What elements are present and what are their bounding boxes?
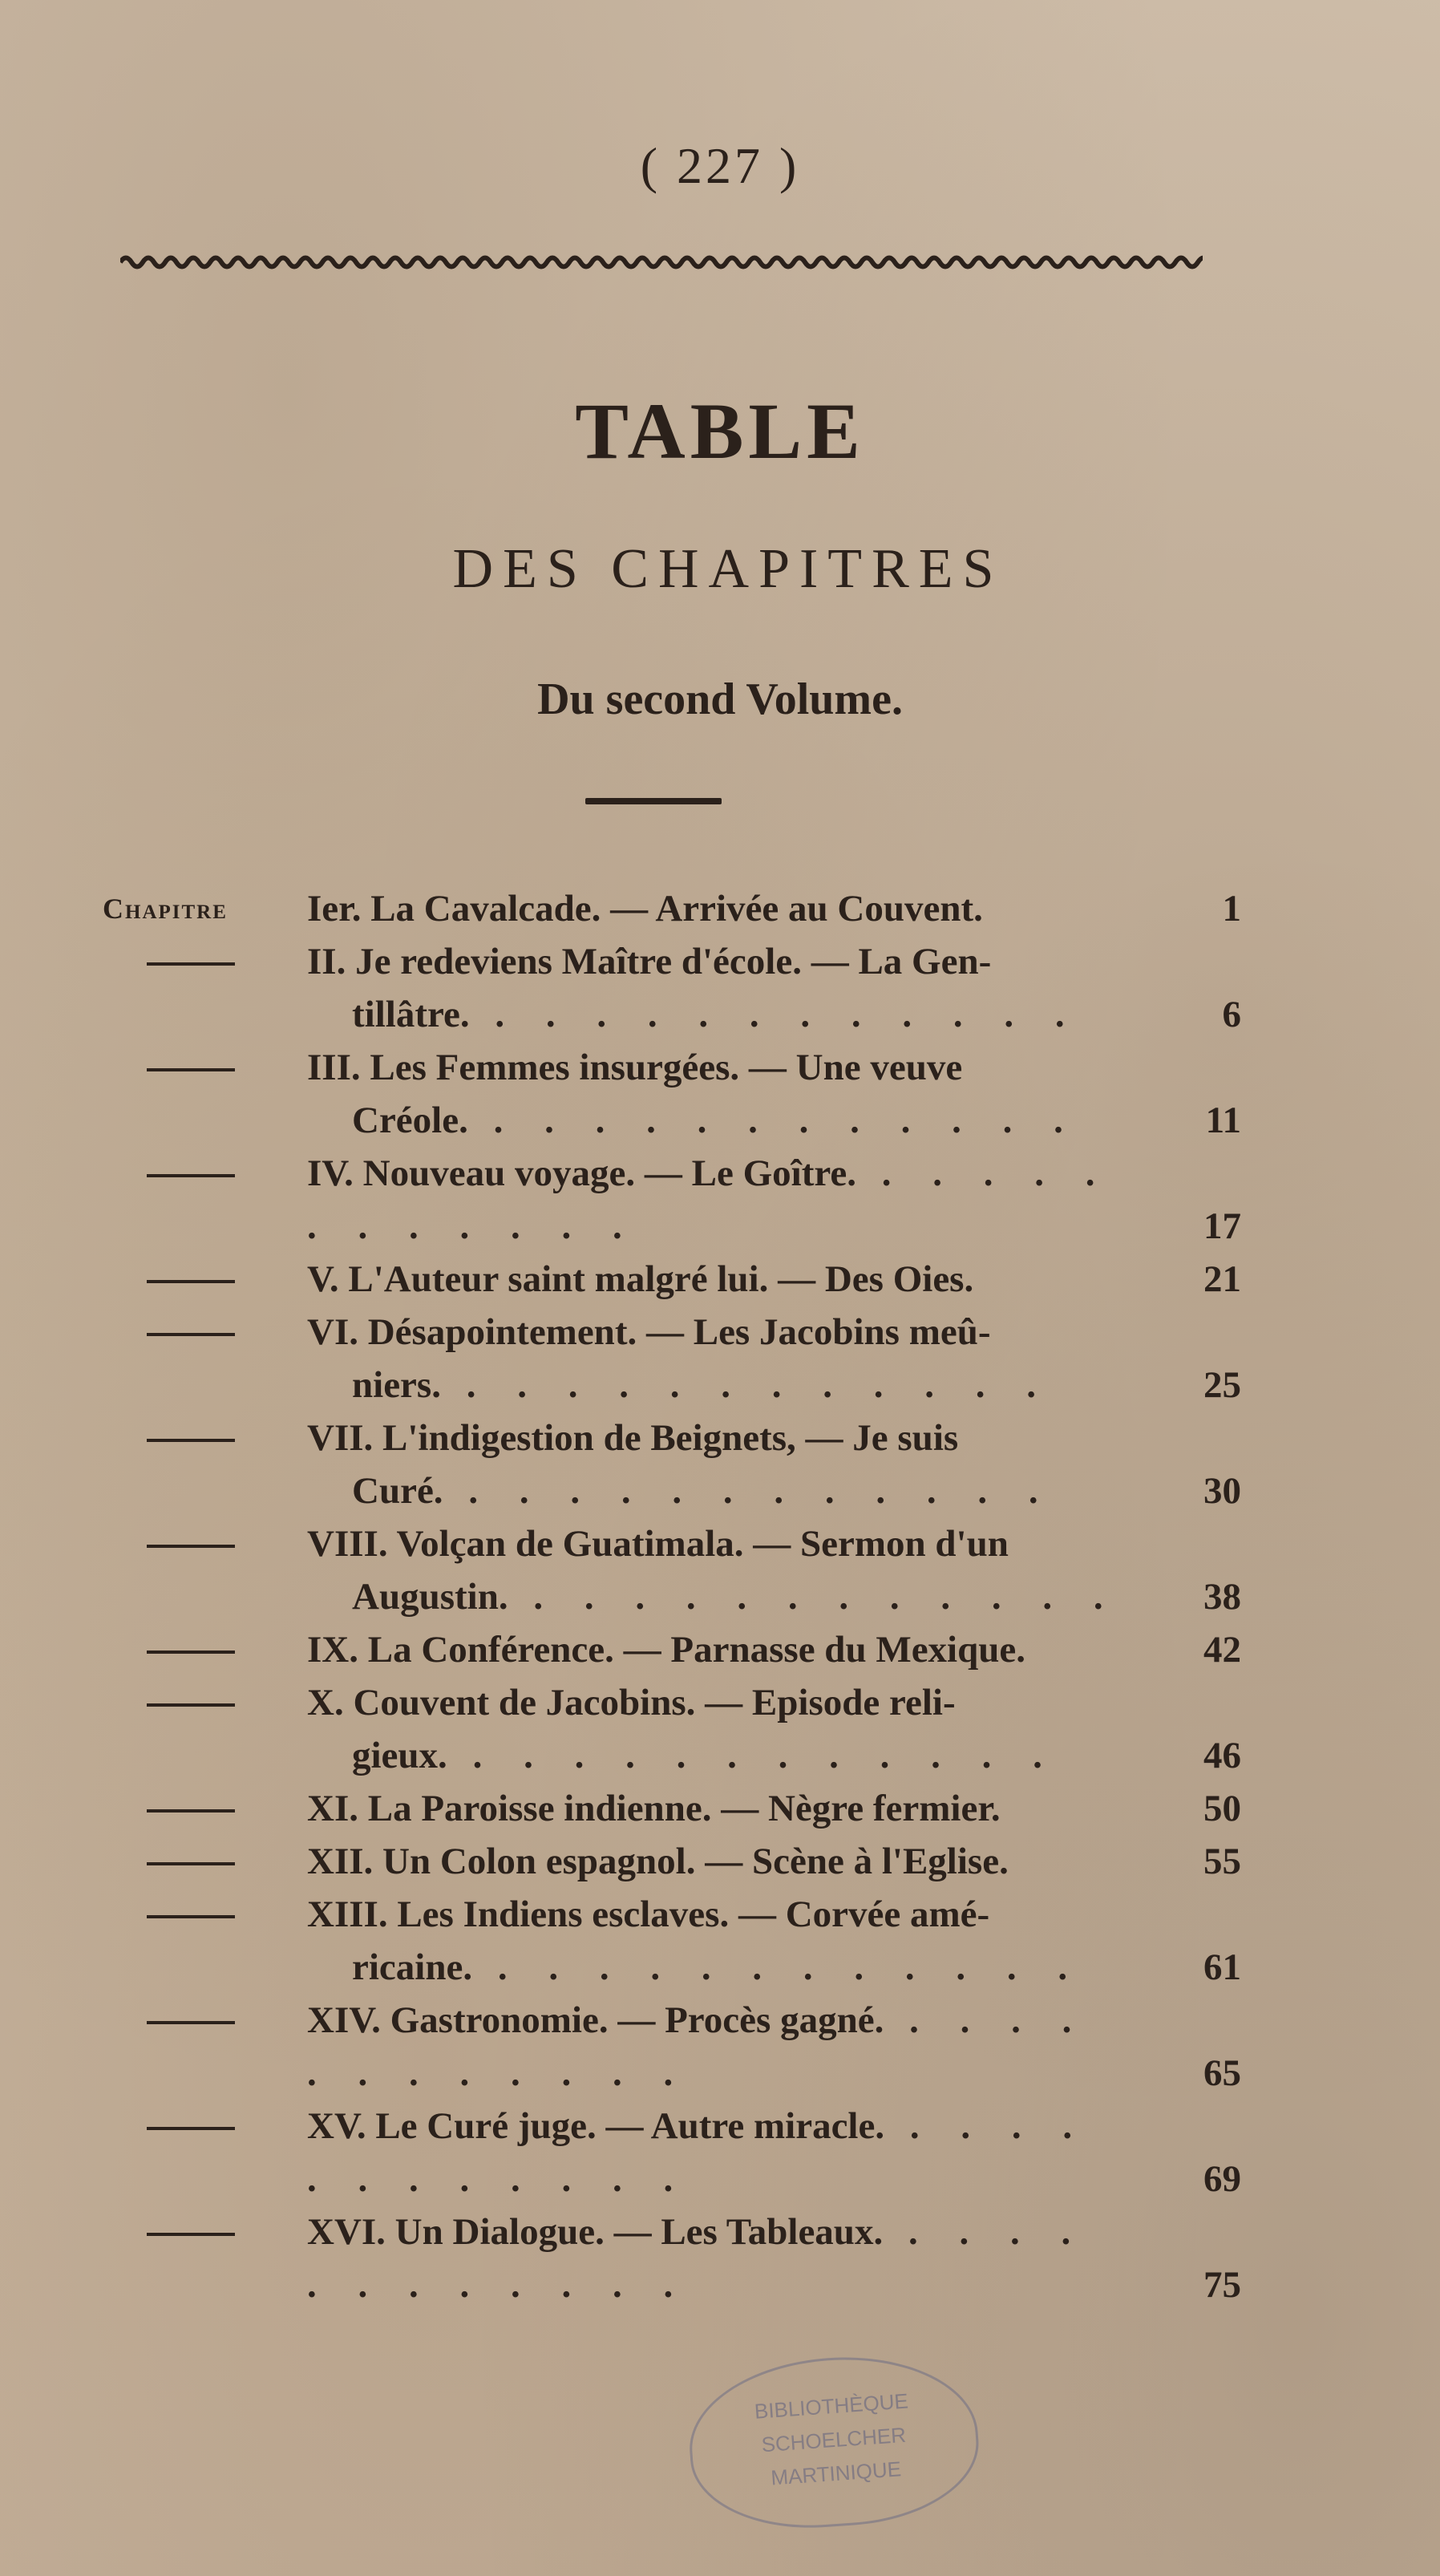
chapter-title: II. Je redeviens Maître d'école. — La Gen-	[307, 941, 992, 982]
page-number: ( 227 )	[640, 137, 800, 194]
short-divider	[585, 798, 722, 804]
chapter-title: IX. La Conférence. — Parnasse du Mexique.	[307, 1629, 1026, 1671]
page-ref: 61	[1203, 1946, 1241, 1988]
ditto-dash	[103, 1306, 295, 1359]
toc-entry	[103, 1306, 1241, 1412]
chapter-title-continued: ricaine. . . . . . . . . . . . .	[352, 1946, 1084, 1988]
ditto-dash	[103, 1782, 295, 1835]
table-of-contents	[103, 882, 1241, 2311]
page-ref: 55	[1203, 1841, 1241, 1882]
ditto-dash	[103, 935, 295, 988]
chapter-title: XIII. Les Indiens esclaves. — Corvée amé-	[307, 1894, 990, 1935]
dot-leaders: . . . . . . . . . . . .	[307, 1999, 1088, 2094]
chapter-title: IV. Nouveau voyage. — Le Goître. . . . . . . . . . . . .	[307, 1152, 1111, 1247]
toc-entry	[103, 1994, 1241, 2100]
decorative-rule	[120, 250, 1203, 274]
chapter-title-continued: Curé. . . . . . . . . . . . .	[352, 1470, 1054, 1512]
ditto-dash	[103, 1623, 295, 1676]
ditto-dash	[103, 1041, 295, 1094]
document-title: TABLE	[575, 387, 865, 476]
toc-entry	[103, 1147, 1241, 1253]
page-ref: 69	[1203, 2158, 1241, 2200]
page-ref: 30	[1203, 1470, 1241, 1512]
chapter-title: III. Les Femmes insurgées. — Une veuve	[307, 1047, 963, 1088]
page-ref: 38	[1203, 1576, 1241, 1618]
page-ref: 17	[1203, 1205, 1241, 1247]
ditto-dash	[103, 1888, 295, 1941]
ditto-dash	[103, 2100, 295, 2153]
ditto-dash	[103, 1994, 295, 2047]
page-ref: 46	[1203, 1735, 1241, 1776]
chapter-title: XV. Le Curé juge. — Autre miracle. . . . . . . . . . . . .	[307, 2105, 1089, 2200]
toc-entry	[103, 1623, 1241, 1676]
page-ref: 65	[1203, 2052, 1241, 2094]
toc-entry	[103, 1676, 1241, 1782]
dot-leaders: . . . . . . . . . . . .	[508, 1576, 1119, 1618]
page-ref: 11	[1205, 1100, 1241, 1141]
toc-entry	[103, 2100, 1241, 2205]
dot-leaders: . . . . . . . . . . . .	[307, 1152, 1111, 1247]
dot-leaders: . . . . . . . . . . . .	[472, 1946, 1084, 1988]
toc-entry	[103, 1782, 1241, 1835]
chapter-title-continued: niers. . . . . . . . . . . . .	[352, 1364, 1052, 1406]
chapter-title: V. L'Auteur saint malgré lui. — Des Oies.	[307, 1258, 974, 1300]
dot-leaders: . . . . . . . . . . . .	[467, 1100, 1079, 1141]
page-ref: 25	[1203, 1364, 1241, 1406]
chapter-title: XVI. Un Dialogue. — Les Tableaux. . . . . . . . . . . . .	[307, 2211, 1087, 2306]
ditto-dash	[103, 1412, 295, 1464]
ditto-dash	[103, 1676, 295, 1729]
page-ref: 42	[1203, 1629, 1241, 1671]
dot-leaders: . . . . . . . . . . . .	[307, 2211, 1087, 2306]
ditto-dash	[103, 2205, 295, 2258]
toc-entry	[103, 882, 1241, 935]
dot-leaders: . . . . . . . . . . . .	[443, 1470, 1054, 1512]
toc-entry	[103, 935, 1241, 1041]
chapter-title-continued: gieux. . . . . . . . . . . . .	[352, 1735, 1058, 1776]
ditto-dash	[103, 1835, 295, 1888]
chapter-title: VI. Désapointement. — Les Jacobins meû-	[307, 1311, 991, 1353]
dot-leaders: . . . . . . . . . . . .	[469, 994, 1081, 1035]
chapter-label: Chapitre	[103, 893, 228, 925]
page-ref: 21	[1203, 1258, 1241, 1300]
dot-leaders: . . . . . . . . . . . .	[447, 1735, 1058, 1776]
page-ref: 75	[1203, 2264, 1241, 2306]
chapter-title: XI. La Paroisse indienne. — Nègre fermier.	[307, 1788, 1001, 1829]
chapter-title: VIII. Volçan de Guatimala. — Sermon d'un	[307, 1523, 1009, 1565]
dot-leaders: . . . . . . . . . . . .	[440, 1364, 1052, 1406]
chapter-title: VII. L'indigestion de Beignets, — Je suis	[307, 1417, 959, 1459]
dot-leaders: . . . . . . . . . . . .	[307, 2105, 1089, 2200]
chapter-title: Ier. La Cavalcade. — Arrivée au Couvent.	[307, 888, 983, 930]
library-stamp: BIBLIOTHÈQUE SCHOELCHER MARTINIQUE	[684, 2348, 984, 2537]
chapter-title-continued: tillâtre. . . . . . . . . . . . .	[352, 994, 1081, 1035]
chapter-title-continued: Créole. . . . . . . . . . . . .	[352, 1100, 1079, 1141]
toc-entry	[103, 1888, 1241, 1994]
toc-entry	[103, 1412, 1241, 1517]
chapter-title-continued: Augustin. . . . . . . . . . . . .	[352, 1576, 1119, 1618]
page-ref: 6	[1222, 994, 1241, 1035]
page-ref: 1	[1222, 888, 1241, 930]
chapter-title: XIV. Gastronomie. — Procès gagné. . . . . . . . . . . . .	[307, 1999, 1088, 2094]
toc-entry	[103, 1253, 1241, 1306]
toc-entry	[103, 1835, 1241, 1888]
page-ref: 50	[1203, 1788, 1241, 1829]
ditto-dash	[103, 1147, 295, 1200]
volume-heading: Du second Volume.	[537, 674, 903, 724]
chapter-title: X. Couvent de Jacobins. — Episode reli-	[307, 1682, 956, 1723]
toc-entry	[103, 1041, 1241, 1147]
ditto-dash	[103, 1253, 295, 1306]
document-subtitle: DES CHAPITRES	[452, 538, 1004, 600]
toc-entry	[103, 2205, 1241, 2311]
ditto-dash	[103, 1517, 295, 1570]
toc-entry	[103, 1517, 1241, 1623]
chapter-title: XII. Un Colon espagnol. — Scène à l'Eglise.	[307, 1841, 1009, 1882]
